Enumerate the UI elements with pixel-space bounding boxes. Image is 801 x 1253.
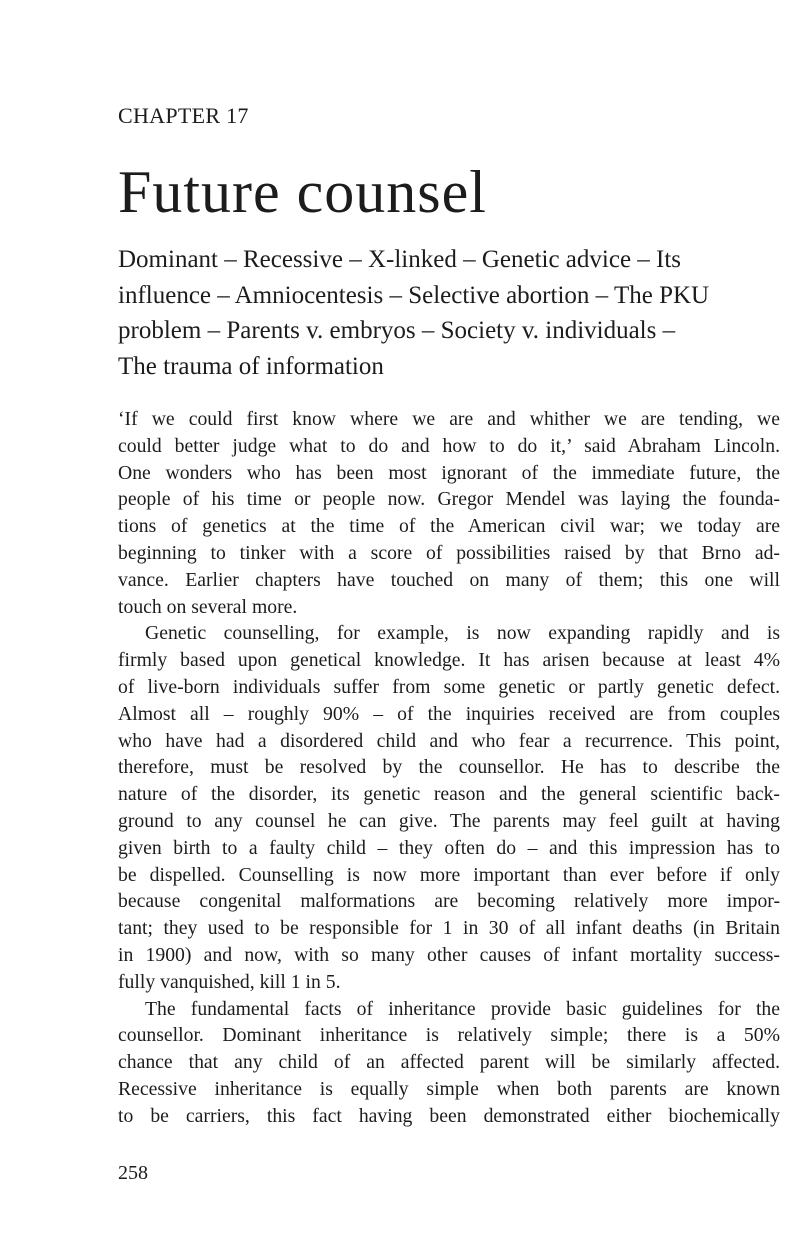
paragraph-3 — [118, 996, 780, 1130]
paragraph-2 — [118, 620, 780, 995]
text-line: Recessive inheritance is equally simple when both parents are known — [118, 1077, 780, 1100]
text-line: chance that any child of an affected parent will be similarly affected. — [118, 1051, 780, 1074]
synopsis-line: influence – Amniocentesis – Selective abortion – The PKU — [118, 281, 710, 309]
text-line: people of his time or people now. Gregor Mendel was laying the founda- — [118, 488, 780, 511]
text-line: Genetic counselling, for example, is now expanding rapidly and is — [145, 622, 780, 645]
page-number: 258 — [118, 1162, 148, 1184]
text-line: fully vanquished, kill 1 in 5. — [118, 970, 341, 993]
synopsis-line: The trauma of information — [118, 352, 384, 380]
text-line: nature of the disorder, its genetic reason and the general scientific back- — [118, 783, 780, 806]
text-line: because congenital malformations are becoming relatively more impor- — [118, 890, 780, 913]
text-line: be dispelled. Counselling is now more important than ever before if only — [118, 863, 780, 886]
text-line: tions of genetics at the time of the American civil war; we today are — [118, 515, 780, 538]
text-line: tant; they used to be responsible for 1 in 30 of all infant deaths (in Britain — [118, 917, 780, 940]
text-line: of live-born individuals suffer from some genetic or partly genetic defect. — [118, 675, 780, 698]
text-line: could better judge what to do and how to do it,’ said Abraham Lincoln. — [118, 434, 780, 457]
chapter-title: Future counsel — [118, 159, 487, 225]
text-line: therefore, must be resolved by the counsellor. He has to describe the — [118, 756, 780, 779]
text-line: beginning to tinker with a score of possibilities raised by that Brno ad- — [118, 541, 780, 564]
text-line: vance. Earlier chapters have touched on many of them; this one will — [118, 568, 780, 591]
text-line: One wonders who has been most ignorant of the immediate future, the — [118, 461, 780, 484]
text-line: ground to any counsel he can give. The parents may feel guilt at having — [118, 809, 780, 832]
synopsis-line: problem – Parents v. embryos – Society v. individuals – — [118, 317, 676, 344]
text-line: counsellor. Dominant inheritance is relatively simple; there is a 50% — [118, 1024, 780, 1047]
body-text — [118, 406, 780, 1130]
text-line: touch on several more. — [118, 595, 298, 618]
text-line: in 1900) and now, with so many other causes of infant mortality success- — [118, 943, 780, 966]
text-line: Almost all – roughly 90% – of the inquiries received are from couples — [118, 702, 780, 725]
text-line: The fundamental facts of inheritance provide basic guidelines for the — [145, 997, 780, 1020]
synopsis-line: Dominant – Recessive – X-linked – Genetic advice – Its — [118, 246, 682, 273]
chapter-synopsis — [118, 242, 780, 384]
chapter-label: CHAPTER 17 — [118, 103, 249, 128]
text-line: who have had a disordered child and who fear a recurrence. This point, — [118, 729, 780, 752]
text-line: ‘If we could first know where we are and whither we are tending, we — [118, 408, 780, 430]
book-page — [118, 0, 780, 1253]
text-line: to be carriers, this fact having been demonstrated either biochemically — [118, 1104, 780, 1127]
text-line: given birth to a faulty child – they often do – and this impression has to — [118, 836, 780, 859]
text-line: firmly based upon genetical knowledge. It has arisen because at least 4% — [118, 649, 780, 672]
paragraph-1 — [118, 406, 780, 620]
